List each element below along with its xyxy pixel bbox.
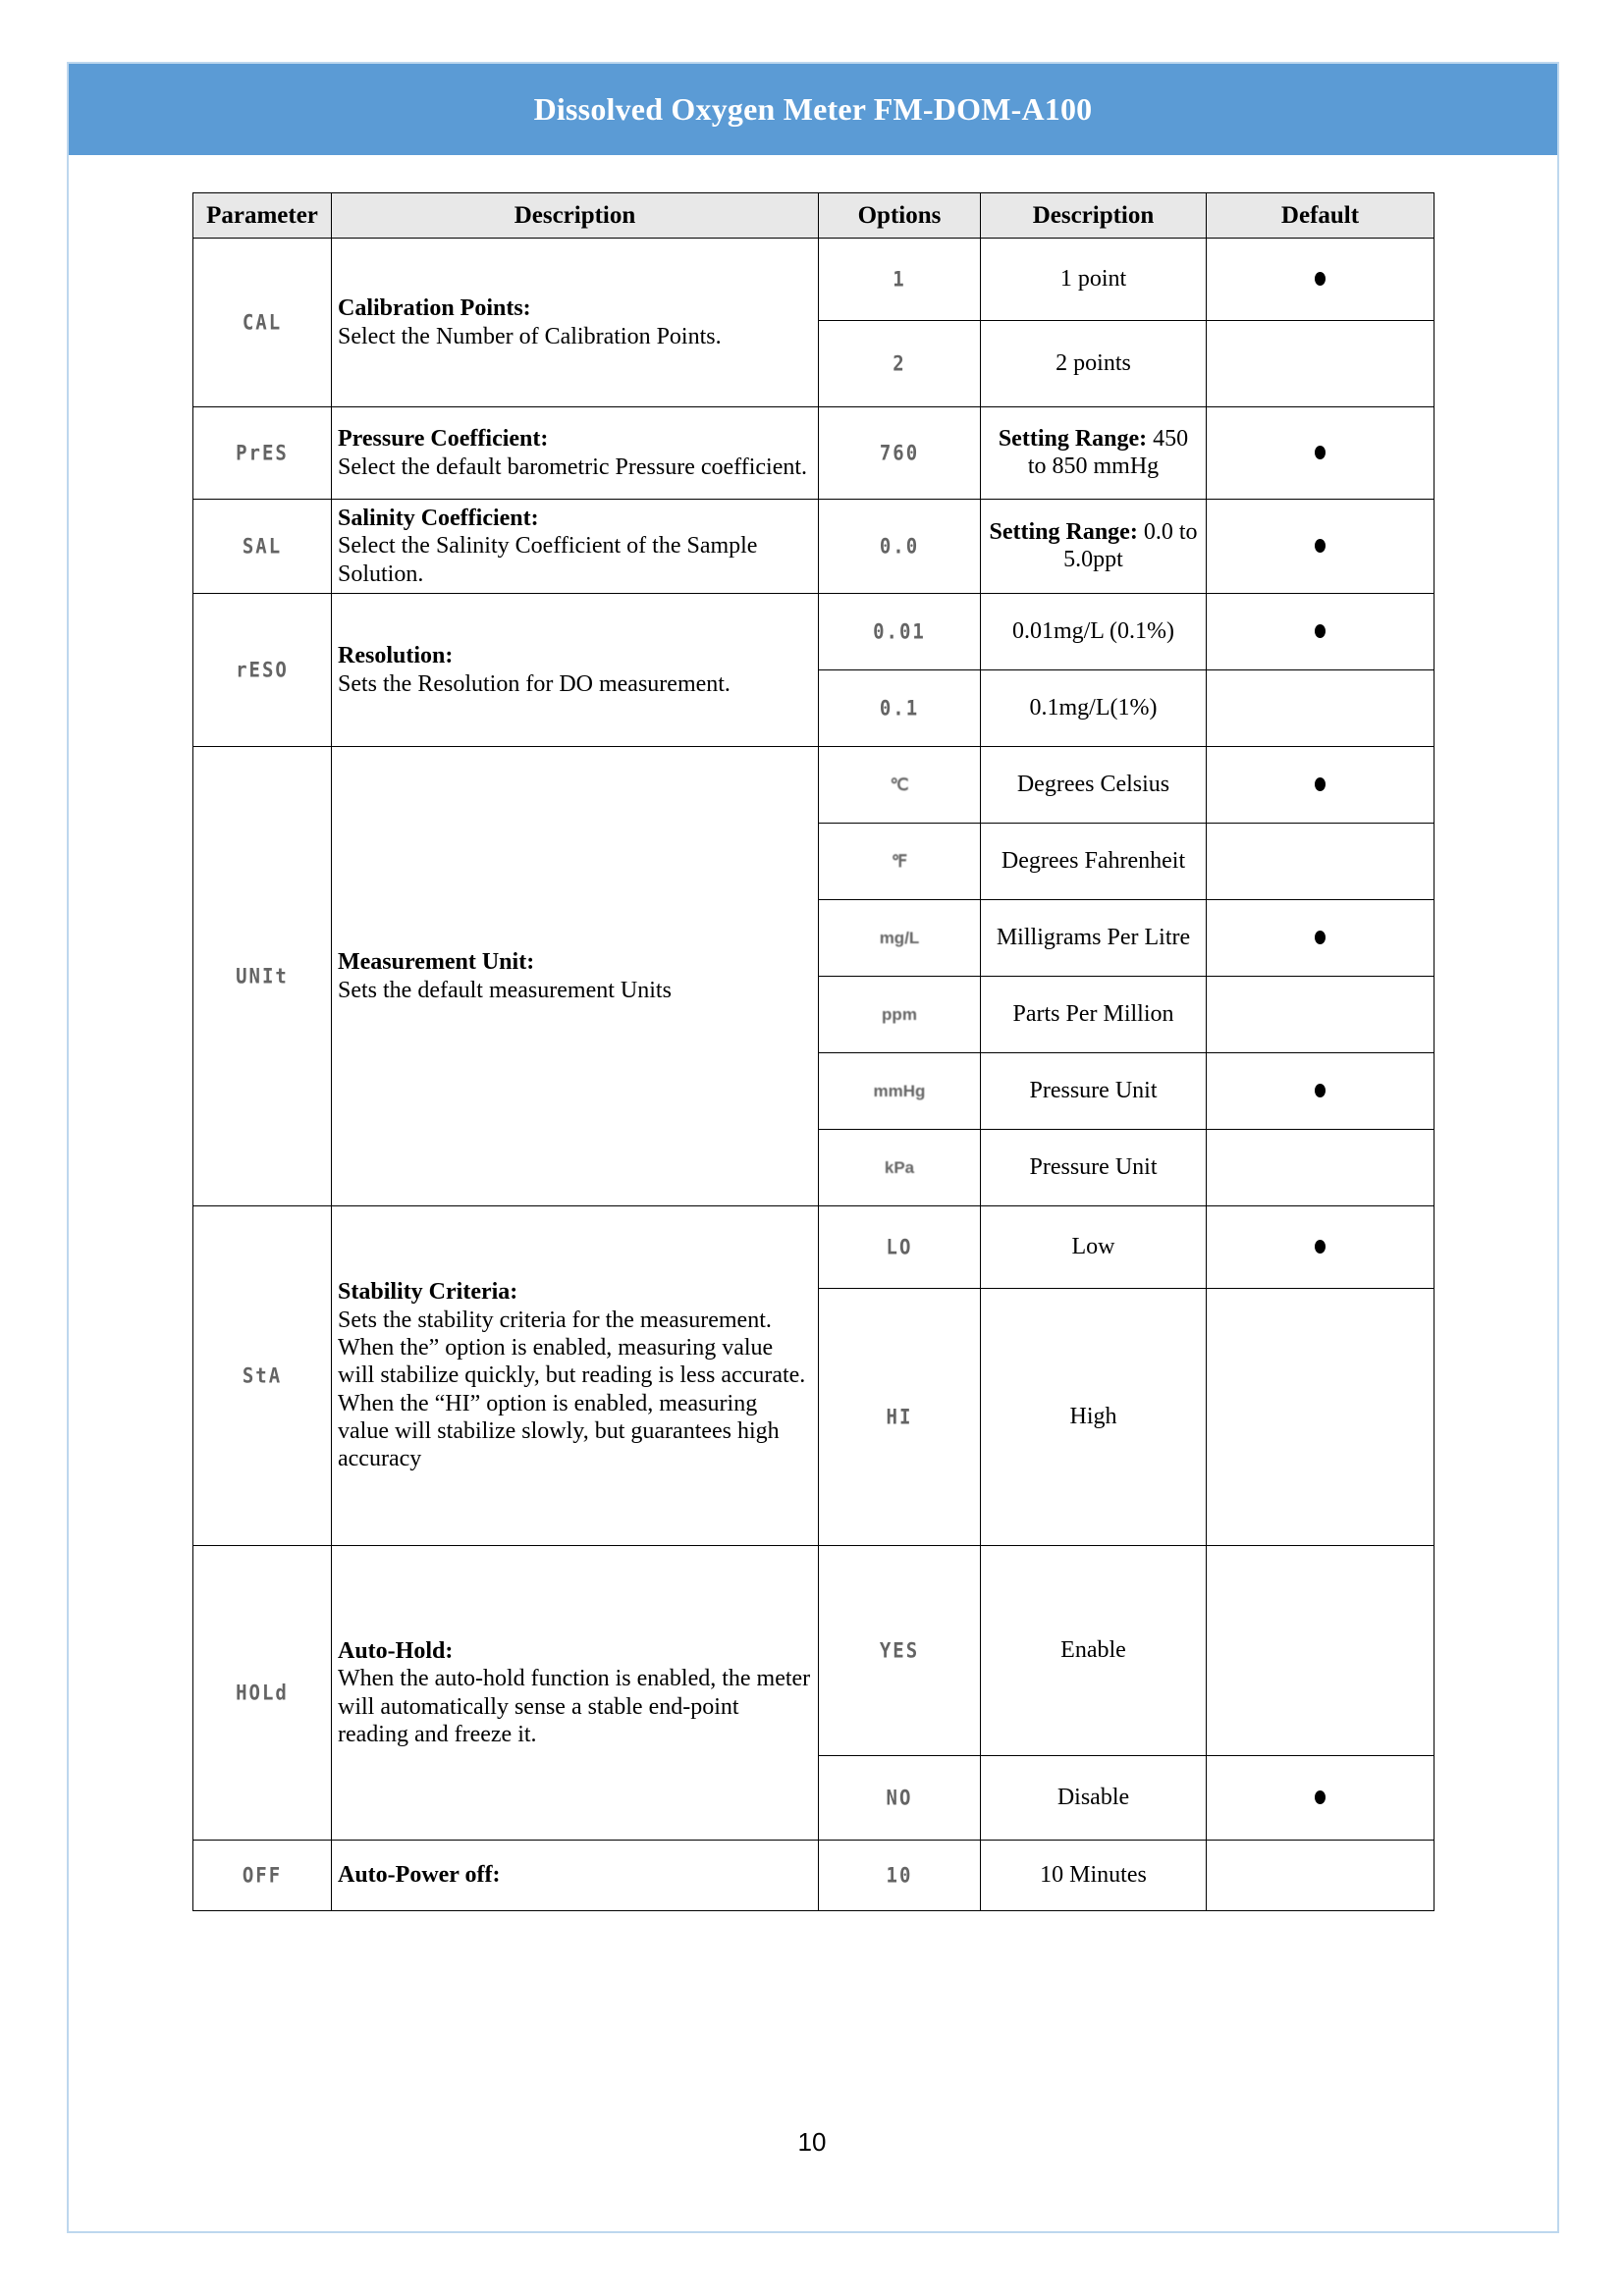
default-cell: [1207, 824, 1435, 900]
parameter-cell: [193, 407, 332, 500]
option-description-text: 0.01mg/L (0.1%): [1011, 617, 1175, 644]
option-description-cell: [981, 407, 1207, 500]
option-lcd-label: mg/L: [879, 928, 920, 947]
option-description-cell: [981, 1206, 1207, 1289]
option-lcd-label: 0.01: [873, 619, 926, 644]
description-cell: [332, 239, 819, 407]
description-title: Stability Criteria:: [338, 1279, 518, 1306]
default-cell: [1207, 977, 1435, 1053]
option-description-cell: [981, 321, 1207, 407]
default-cell: [1207, 407, 1435, 500]
option-cell: [819, 824, 981, 900]
option-lcd-label: 1: [893, 267, 906, 292]
option-description-cell: [981, 747, 1207, 824]
default-marker-icon: [1315, 1790, 1326, 1804]
default-marker-icon: [1315, 446, 1326, 459]
option-cell: [819, 1206, 981, 1289]
table-row: [193, 500, 1435, 594]
option-description-text: Degrees Fahrenheit: [1001, 847, 1186, 874]
description-cell: [332, 500, 819, 594]
option-lcd-label: YES: [879, 1638, 920, 1663]
option-description-cell: [981, 977, 1207, 1053]
parameter-cell: [193, 1546, 332, 1841]
default-cell: [1207, 500, 1435, 594]
table-row: [193, 1206, 1435, 1289]
document-banner: [69, 64, 1557, 155]
default-cell: [1207, 670, 1435, 747]
option-description-text: 450 to 850 mmHg: [1027, 425, 1189, 479]
default-cell: [1207, 594, 1435, 670]
description-body: Select the Number of Calibration Points.: [338, 323, 722, 349]
default-marker-icon: [1315, 777, 1326, 791]
option-description-cell: [981, 594, 1207, 670]
default-cell: [1207, 1289, 1435, 1546]
description-body: Sets the stability criteria for the measurement. When the” option is enabled, measuring value will stabilize quickly, but reading is less accurate. When the “HI” option is enabled, measuring value will stabilize slowly, but guarantees high accuracy: [338, 1307, 806, 1472]
option-description-text: 2 points: [1056, 349, 1131, 376]
option-lcd-label: 2: [893, 351, 906, 376]
option-description-text: 1 point: [1059, 265, 1127, 292]
page-title: Dissolved Oxygen Meter FM-DOM-A100: [533, 91, 1093, 127]
default-cell: [1207, 1546, 1435, 1756]
option-description-text: Pressure Unit: [1029, 1153, 1158, 1180]
option-lcd-label: 760: [879, 441, 920, 465]
column-header-description: Description: [332, 193, 819, 239]
default-cell: [1207, 1053, 1435, 1130]
description-cell: [332, 407, 819, 500]
description-title: Pressure Coefficient:: [338, 426, 549, 453]
parameter-cell: [193, 1206, 332, 1546]
option-cell: [819, 594, 981, 670]
option-description-cell: [981, 824, 1207, 900]
description-body: Sets the default measurement Units: [338, 977, 672, 1003]
option-cell: [819, 1841, 981, 1911]
description-body: Sets the Resolution for DO measurement.: [338, 670, 731, 697]
table-row: [193, 407, 1435, 500]
parameter-lcd-label: StA: [242, 1363, 283, 1388]
table-container: [192, 192, 1434, 1911]
parameter-cell: [193, 500, 332, 594]
default-marker-icon: [1315, 1084, 1326, 1097]
table-header-row: [193, 193, 1435, 239]
parameter-lcd-label: CAL: [242, 310, 283, 335]
option-description-cell: [981, 500, 1207, 594]
default-cell: [1207, 1130, 1435, 1206]
description-title: Resolution:: [338, 643, 454, 669]
option-cell: [819, 1053, 981, 1130]
description-title: Measurement Unit:: [338, 949, 535, 976]
option-description-text: 0.1mg/L(1%): [1029, 694, 1158, 721]
table-row: [193, 239, 1435, 321]
default-marker-icon: [1315, 931, 1326, 944]
column-header-default: Default: [1207, 193, 1435, 239]
description-cell: [332, 747, 819, 1206]
description-title: Calibration Points:: [338, 295, 531, 322]
option-cell: [819, 321, 981, 407]
option-description-cell: [981, 1130, 1207, 1206]
option-description-emphasis: Setting Range:: [989, 518, 1138, 545]
option-lcd-label: LO: [886, 1235, 913, 1259]
parameter-cell: [193, 1841, 332, 1911]
option-description-text: Degrees Celsius: [1016, 771, 1170, 797]
option-cell: [819, 1756, 981, 1841]
description-cell: [332, 1206, 819, 1546]
table-row: [193, 1546, 1435, 1756]
option-description-text: 0.0 to 5.0ppt: [1063, 518, 1198, 572]
parameter-settings-table: [192, 192, 1435, 1911]
default-cell: [1207, 321, 1435, 407]
page-number: 10: [797, 2127, 827, 2157]
description-cell: [332, 594, 819, 747]
default-marker-icon: [1315, 624, 1326, 638]
option-description-text: Low: [1071, 1233, 1115, 1259]
option-description-text: Milligrams Per Litre: [996, 924, 1191, 950]
default-cell: [1207, 1841, 1435, 1911]
option-description-cell: [981, 1756, 1207, 1841]
description-cell: [332, 1546, 819, 1841]
parameter-lcd-label: UNIt: [236, 964, 289, 988]
option-cell: [819, 500, 981, 594]
option-description-cell: [981, 900, 1207, 977]
option-lcd-label: NO: [886, 1786, 913, 1810]
option-description-cell: [981, 1289, 1207, 1546]
option-cell: [819, 900, 981, 977]
option-description-cell: [981, 1053, 1207, 1130]
description-cell: [332, 1841, 819, 1911]
default-marker-icon: [1315, 539, 1326, 553]
parameter-cell: [193, 239, 332, 407]
description-title: Auto-Power off:: [338, 1862, 501, 1889]
option-cell: [819, 747, 981, 824]
table-body: [193, 239, 1435, 1911]
column-header-parameter: Parameter: [193, 193, 332, 239]
option-description-emphasis: Setting Range:: [998, 425, 1148, 452]
description-title: Salinity Coefficient:: [338, 506, 539, 532]
default-cell: [1207, 239, 1435, 321]
parameter-lcd-label: rESO: [236, 658, 289, 682]
description-body: Select the default barometric Pressure coefficient.: [338, 454, 808, 480]
parameter-lcd-label: OFF: [242, 1863, 283, 1888]
option-description-cell: [981, 1546, 1207, 1756]
parameter-lcd-label: HOLd: [236, 1681, 289, 1705]
option-cell: [819, 1546, 981, 1756]
option-description-text: 10 Minutes: [1040, 1861, 1147, 1888]
option-description-text: High: [1069, 1403, 1117, 1429]
option-cell: [819, 1130, 981, 1206]
option-description-cell: [981, 670, 1207, 747]
table-row: [193, 594, 1435, 670]
default-cell: [1207, 1756, 1435, 1841]
column-header-options: Options: [819, 193, 981, 239]
option-description-cell: [981, 239, 1207, 321]
option-lcd-label: ℃: [890, 774, 909, 794]
table-row: [193, 747, 1435, 824]
parameter-cell: [193, 594, 332, 747]
default-cell: [1207, 1206, 1435, 1289]
table-row: [193, 1841, 1435, 1911]
option-lcd-label: 0.1: [879, 696, 920, 721]
description-body: When the auto-hold function is enabled, the meter will automatically sense a stable end-point reading and freeze it.: [338, 1666, 811, 1747]
option-lcd-label: mmHg: [873, 1081, 926, 1100]
option-cell: [819, 977, 981, 1053]
option-lcd-label: ℉: [891, 851, 908, 871]
parameter-lcd-label: SAL: [242, 534, 283, 559]
option-lcd-label: 10: [886, 1863, 913, 1888]
parameter-lcd-label: PrES: [236, 441, 289, 465]
description-body: Select the Salinity Coefficient of the Sample Solution.: [338, 533, 758, 587]
option-cell: [819, 1289, 981, 1546]
option-lcd-label: kPa: [884, 1157, 915, 1177]
default-marker-icon: [1315, 272, 1326, 286]
description-title: Auto-Hold:: [338, 1637, 454, 1664]
option-description-text: Enable: [1060, 1636, 1126, 1663]
option-cell: [819, 407, 981, 500]
option-lcd-label: ppm: [882, 1004, 917, 1024]
option-description-cell: [981, 1841, 1207, 1911]
option-cell: [819, 239, 981, 321]
option-cell: [819, 670, 981, 747]
option-description-text: Disable: [1056, 1784, 1130, 1810]
column-header-option-description: Description: [981, 193, 1207, 239]
default-marker-icon: [1315, 1240, 1326, 1254]
option-lcd-label: HI: [886, 1405, 913, 1429]
option-description-text: Parts Per Million: [1012, 1000, 1174, 1027]
default-cell: [1207, 900, 1435, 977]
parameter-cell: [193, 747, 332, 1206]
default-cell: [1207, 747, 1435, 824]
option-lcd-label: 0.0: [879, 534, 920, 559]
option-description-text: Pressure Unit: [1029, 1077, 1158, 1103]
